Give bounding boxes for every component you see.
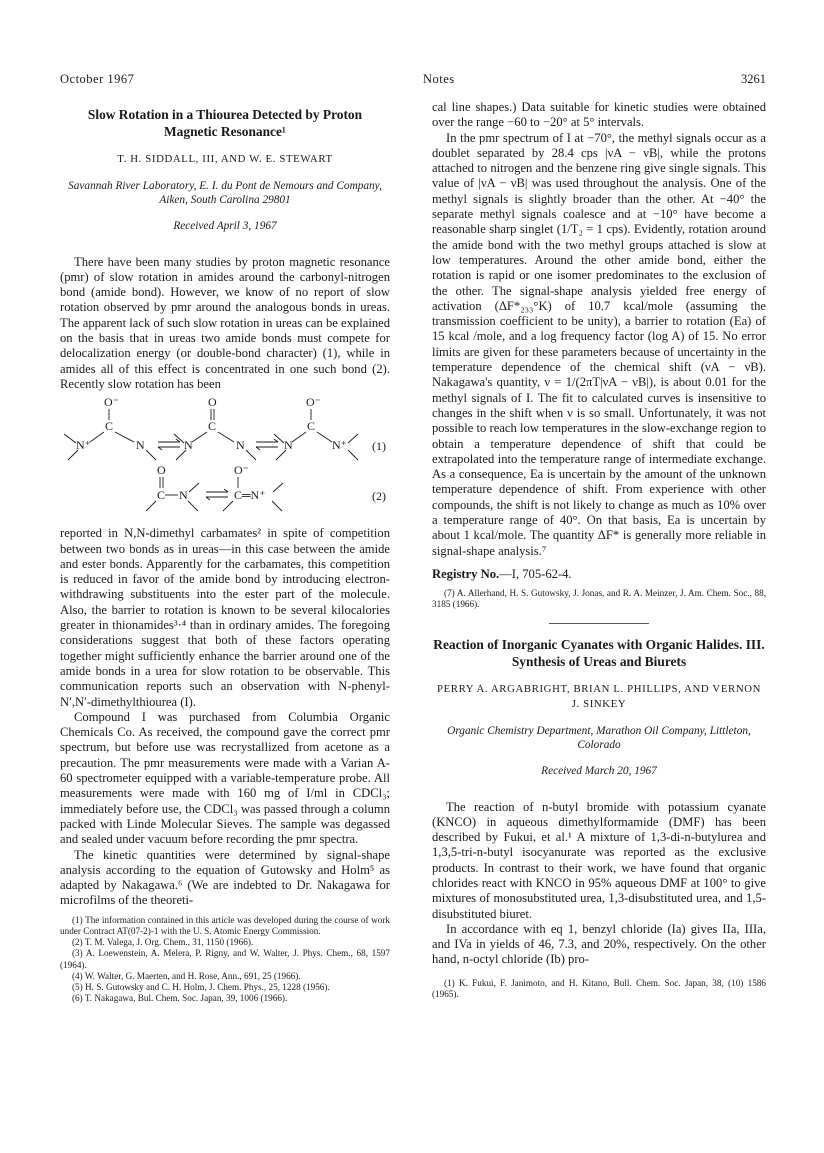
scheme-bond (146, 450, 156, 460)
left-column (60, 100, 390, 1004)
article2-authors: PERRY A. ARGABRIGHT, BRIAN L. PHILLIPS, AND VERNON J. SINKEY (436, 682, 762, 710)
registry-label: Registry No. (432, 566, 500, 581)
scheme-n-a: N (136, 438, 145, 453)
scheme-n-plus-a: N⁺ (76, 438, 91, 453)
footnote: (1) K. Fukui, F. Janimoto, and H. Kitano, Bull. Chem. Soc. Japan, 38, (10) 1586 (1965). (432, 977, 766, 999)
scheme-bond (218, 432, 234, 442)
scheme-c-d: C (157, 488, 166, 503)
scheme-n-c1: N (284, 438, 293, 453)
scheme-bond (146, 501, 156, 511)
article2-received: Received March 20, 1967 (541, 765, 657, 778)
scheme-bond (188, 501, 198, 511)
footnote: (6) T. Nakagawa, Bul. Chem. Soc. Japan, 39, 1006 (1966). (72, 993, 288, 1004)
scheme-arrowhead (274, 439, 278, 442)
scheme-bond (223, 501, 233, 511)
article1-footnotes (60, 915, 390, 1005)
scheme-bond (64, 434, 76, 443)
scheme-n-b2: N (236, 438, 245, 453)
scheme-arrowhead (158, 447, 162, 450)
header-section: Notes (423, 72, 455, 86)
scheme-bond (90, 432, 104, 442)
scheme-o-d: O (157, 463, 166, 478)
scheme-eq1-number: (1) (372, 439, 386, 454)
scheme-bond (68, 450, 78, 460)
footnote: (1) The information contained in this article was developed during the course of work under Contract AT(07-2)-1 with the U. S. Atomic Energy Commission. (60, 914, 390, 936)
scheme-bond (317, 432, 332, 442)
footnote: (2) T. M. Valega, J. Org. Chem., 31, 1150 (1966). (72, 937, 254, 948)
scheme-bond (192, 432, 207, 442)
scheme-bond (348, 434, 358, 443)
scheme-bond (176, 450, 186, 460)
scheme-bond (276, 450, 286, 460)
article1-authors: T. H. SIDDALL, III, AND W. E. STEWART (117, 153, 333, 165)
footnote: (4) W. Walter, G. Maerten, and H. Rose, Ann., 691, 25 (1966). (72, 970, 301, 981)
article1-paragraph: cal line shapes.) Data suitable for kinetic studies were obtained over the range −60 to −20° at 5° intervals. (432, 100, 766, 130)
header-page-number: 3261 (741, 72, 766, 86)
article1-received: Received April 3, 1967 (173, 220, 277, 233)
article2-title: Reaction of Inorganic Cyanates with Organic Halides. III. Synthesis of Ureas and Biurets (433, 636, 765, 669)
scheme-o-b: O (208, 395, 217, 410)
scheme-bond (348, 450, 358, 460)
right-column (432, 100, 766, 1000)
article2-footnotes (432, 978, 766, 1000)
header-journal-date: October 1967 (60, 72, 135, 86)
article-divider (549, 623, 649, 624)
footnote: (3) A. Loewenstein, A. Melera, P. Rigny, and W. Walter, J. Phys. Chem., 68, 1597 (1964). (60, 948, 390, 970)
resonance-scheme (60, 394, 390, 522)
registry-value: —I, 705-62-4. (499, 566, 572, 581)
article1-title: Slow Rotation in a Thiourea Detected by Proton Magnetic Resonance¹ (87, 107, 363, 139)
scheme-bond (272, 501, 282, 511)
footnote: (5) H. S. Gutowsky and C. H. Holm, J. Chem. Phys., 25, 1228 (1956). (72, 981, 330, 992)
scheme-eq1 (64, 395, 386, 460)
registry-number (432, 567, 766, 582)
scheme-eq2 (146, 463, 386, 511)
scheme-arrowhead (206, 497, 210, 500)
scheme-o-minus-a: O⁻ (104, 395, 119, 410)
article1-paragraph: Compound I was purchased from Columbia Organic Chemicals Co. As received, the compound gave the correct pmr spectrum, but before use was recrystallized from acetone as a precaution. The pmr measurements were made with a Varian A-60 spectrometer equipped with a variable-temperature probe. All measurements were made with 160 mg of I/ml in CDCl₃; immediately before use, the CDCl₃ was passed through a column packed with Linde Molecular Sieves. The sample was degassed and sealed under vacuum before recording the pmr spectra. (60, 709, 390, 847)
scheme-c-eq-n-plus: C═N⁺ (234, 488, 266, 503)
scheme-bond (189, 483, 199, 492)
scheme-bond (292, 432, 306, 442)
article2-paragraph: The reaction of n-butyl bromide with potassium cyanate (KNCO) in aqueous dimethylformamide (DMF) has been described by Fukui, et al.¹ A mixture of 1,3-di-n-butylurea and 1,3,5-tri-n-butyl isocyanurate was reported as the exclusive products. In contrast to their work, we have found that organic chlorides react with KNCO in 95% aqueous DMF at 100° to give mixtures of monosubstituted urea, 1,3-disubstituted urea, and 1,5-disubstituted biuret. (432, 799, 766, 921)
scheme-c-b: C (208, 419, 217, 434)
article1-paragraph: reported in N,N-dimethyl carbamates² in spite of competition between two bonds as in ureas—in this case between the amide and ester bonds. Apparently for the carbamates, this competition is reduced in favor of the amide bond by introducing electron-withdrawing substituents into the ester part of the molecule. Also, the barrier to rotation is known to be several kilocalories greater in thionamides³·⁴ than in ordinary amides. The foregoing considerations suggest that both of these factors operating together might sufficiently enhance the barrier around one of the amide bonds in a urea for slow rotation to be observable. This communication reports such an observation with N-phenyl-N′,N′-dimethylthiourea (I). (60, 526, 390, 709)
article1-affiliation: Savannah River Laboratory, E. I. du Pont de Nemours and Company, Aiken, South Carolina 29801 (68, 180, 382, 207)
scheme-n-plus-c: N⁺ (332, 438, 347, 453)
scheme-bond (273, 483, 283, 492)
article2-paragraph: In accordance with eq 1, benzyl chloride (Ia) gives IIa, IIIa, and IVa in yields of 46, 7.3, and 20%, respectively. On the other hand, n-octyl chloride (Ib) pro- (432, 921, 766, 967)
scheme-arrowhead (256, 447, 260, 450)
scheme-n-b1: N (184, 438, 193, 453)
scheme-arrowhead (224, 489, 228, 492)
scheme-bond (115, 432, 134, 442)
article2-affiliation: Organic Chemistry Department, Marathon Oil Company, Littleton, Colorado (447, 725, 751, 752)
scheme-c-c: C (307, 419, 316, 434)
scheme-o-minus-c: O⁻ (306, 395, 321, 410)
scheme-eq2-number: (2) (372, 489, 386, 504)
article1-paragraph: In the pmr spectrum of I at −70°, the methyl signals occur as a doublet separated by 28.4 cps |νA − νB|, while the protons attached to nitrogen and the benzene ring give single signals. This value of |νA − νB| was used throughout the analysis. One of the methyl signals is slightly broader than the other. At −40° the separate methyl signals coalesce and at −10° have become a reasonable sharp singlet (1/T₂ = 1 cps). Evidently, rotation around the amide bond with the two methyl groups attached is slow at low temperatures. Around the other amide bond, either the rotation is rapid or one isomer predominates to the exclusion of the other. The signal-shape analysis yielded free energy of activation (ΔF*₂₃₃°K) of 10.7 kcal/mole (assuming the transmission coefficient to be unity), a barrier to rotation (Ea) of 15 kcal /mole, and a log frequency factor (log A) of 15. No error limits are given for these parameters because of uncertainty in the temperature dependence of the chemical shift (νA − νB). Nakagawa's quantity, ν = 1/(2πT|νA − νB|), is about 0.01 for the methyl signals of I. The fit to calculated curves is insensitive to changes in the shift when ν is so small. Unfortunately, it was not possible to reach low temperatures in the slow-exchange region to obtain a temperature dependence of shift that could be extrapolated into the temperature range of intermediate exchange. As a consequence, Ea is uncertain by the amount of the unknown temperature dependence of shift. From experience with other compounds, the shift is not likely to change as much as 10% over a temperature range of 40°. On that basis, Ea is uncertain by about 1 kcal/mole. The quantity ΔF* is generally more reliable in signal-shape analysis.⁷ (432, 130, 766, 558)
scheme-n-d: N (179, 488, 188, 503)
article1-paragraph: There have been many studies by proton magnetic resonance (pmr) of slow rotation in amides around the carbonyl-nitrogen bond (amide bond). However, we know of no report of slow rotation observed by pmr around the analogous bonds in ureas. The apparent lack of such slow rotation in ureas can be explained on the basis that in ureas two amide bonds must compete for delocalization energy (or double-bond character) (1), while in amides all of this effect is concentrated in one such bond (2). Recently slow rotation has been (60, 254, 390, 391)
article1-footnote-7 (432, 588, 766, 610)
scheme-bond (246, 450, 256, 460)
scheme-c-a: C (105, 419, 114, 434)
article1-paragraph: The kinetic quantities were determined by signal-shape analysis according to the equation of Gutowsky and Holm⁵ as adapted by Nakagawa.⁶ (We are indebted to Dr. Nakagawa for microfilms of the theoreti- (60, 847, 390, 908)
scheme-o-minus-e: O⁻ (234, 463, 249, 478)
running-header (60, 72, 766, 88)
footnote: (7) A. Allerhand, H. S. Gutowsky, J. Jonas, and R. A. Meinzer, J. Am. Chem. Soc., 88, 3185 (1966). (432, 588, 766, 610)
